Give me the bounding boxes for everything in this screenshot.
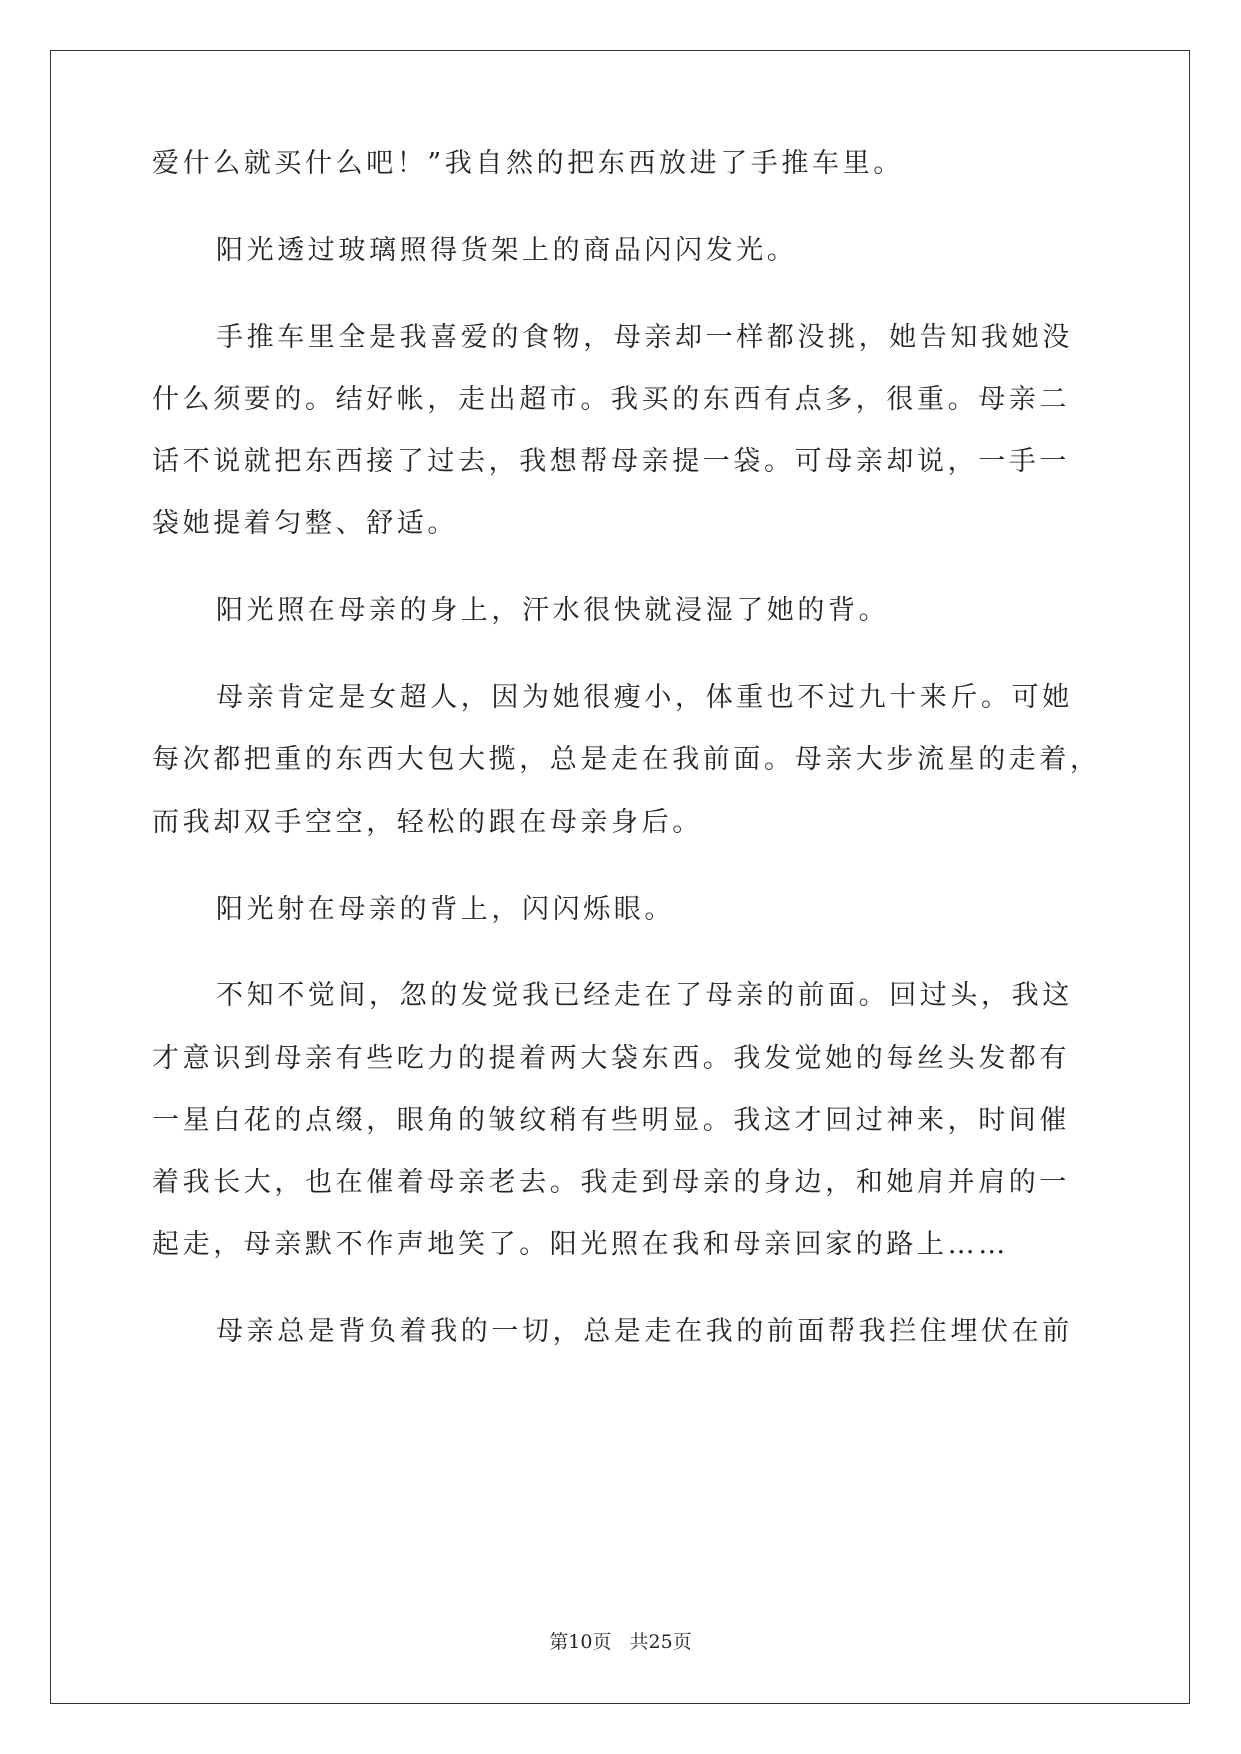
text-line: 话不说就把东西接了过去，我想帮母亲提一袋。可母亲却说，一手一: [152, 446, 1070, 478]
text-line: 着我长大，也在催着母亲老去。我走到母亲的身边，和她肩并肩的一: [152, 1166, 1070, 1198]
text-line: 才意识到母亲有些吃力的提着两大袋东西。我发觉她的每丝头发都有: [152, 1042, 1070, 1074]
text-line: 母亲总是背负着我的一切，总是走在我的前面帮我拦住埋伏在前: [216, 1316, 1073, 1348]
text-line: 阳光透过玻璃照得货架上的商品闪闪发光。: [216, 234, 798, 266]
text-line: 什么须要的。结好帐，走出超市。我买的东西有点多，很重。母亲二: [152, 384, 1070, 415]
text-line: 一星白花的点缀，眼角的皱纹稍有些明显。我这才回过神来，时间催: [152, 1104, 1070, 1136]
text-line: 手推车里全是我喜爱的食物，母亲却一样都没挑，她告知我她没: [216, 321, 1073, 353]
page-number-total: 共25页: [629, 1631, 692, 1653]
text-line: 袋她提着匀整、舒适。: [152, 508, 458, 540]
text-line: 母亲肯定是女超人，因为她很瘦小，体重也不过九十来斤。可她: [216, 682, 1073, 714]
text-line: 阳光照在母亲的身上，汗水很快就浸湿了她的背。: [216, 595, 890, 627]
page-number-current: 第10页: [549, 1631, 612, 1653]
text-line: 爱什么就买什么吧！”我自然的把东西放进了手推车里。: [152, 148, 904, 179]
text-line: 阳光射在母亲的背上，闪闪烁眼。: [216, 893, 675, 925]
page-footer: [0, 1627, 1241, 1654]
text-line: 而我却双手空空，轻松的跟在母亲身后。: [152, 806, 703, 838]
text-line: 起走，母亲默不作声地笑了。阳光照在我和母亲回家的路上……: [152, 1229, 1009, 1261]
text-line: 每次都把重的东西大包大揽，总是走在我前面。母亲大步流星的走着，: [152, 744, 1101, 776]
text-line: 不知不觉间，忽的发觉我已经走在了母亲的前面。回过头，我这: [216, 980, 1073, 1012]
page-border: [50, 50, 1190, 1704]
